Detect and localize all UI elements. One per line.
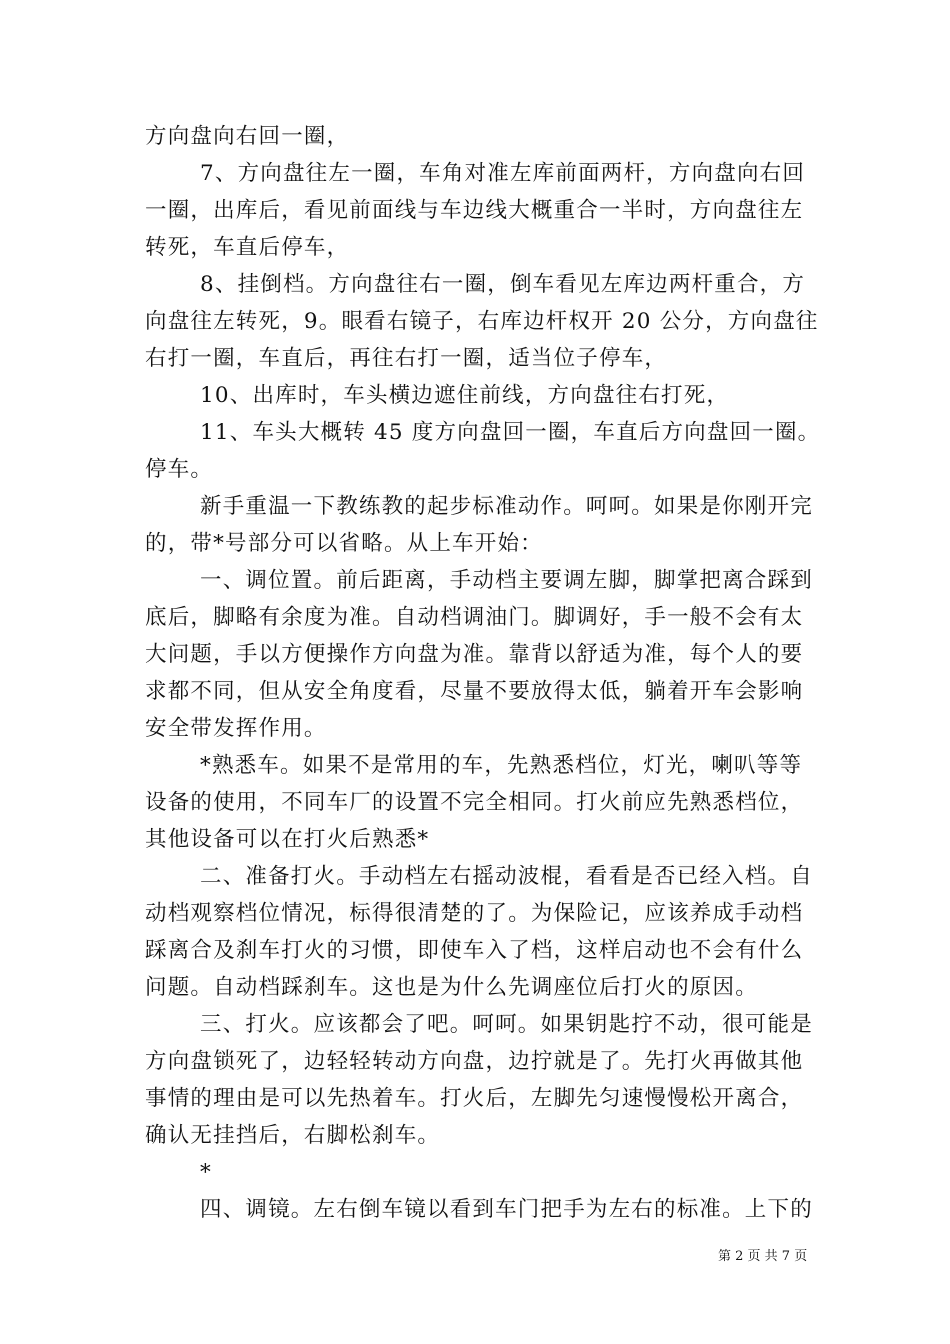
text-line: 11、车头大概转 45 度方向盘回一圈，车直后方向盘回一圈。 — [200, 420, 821, 445]
text-line: 底后，脚略有余度为准。自动档调油门。脚调好，手一般不会有太 — [145, 605, 804, 630]
text-line: 事情的理由是可以先热着车。打火后，左脚先匀速慢慢松开离合， — [145, 1086, 804, 1111]
text-line: 确认无挂挡后，右脚松刹车。 — [145, 1123, 441, 1148]
text-line: 一、调位置。前后距离，手动档主要调左脚，脚掌把离合踩到 — [200, 568, 813, 593]
text-line: 设备的使用，不同车厂的设置不完全相同。打火前应先熟悉档位， — [145, 790, 804, 815]
text-line: 方向盘锁死了，边轻轻转动方向盘，边拧就是了。先打火再做其他 — [145, 1049, 804, 1074]
text-line: 新手重温一下教练教的起步标准动作。呵呵。如果是你刚开完 — [200, 494, 813, 519]
text-line: 停车。 — [145, 457, 214, 482]
text-line: *熟悉车。如果不是常用的车，先熟悉档位，灯光，喇叭等等 — [200, 753, 803, 778]
text-line: 10、出库时，车头横边遮住前线，方向盘往右打死， — [200, 383, 730, 408]
text-line: 8、挂倒档。方向盘往右一圈，倒车看见左库边两杆重合，方 — [200, 272, 806, 297]
text-line: 其他设备可以在打火后熟悉* — [145, 827, 430, 852]
text-line: 一圈，出库后，看见前面线与车边线大概重合一半时，方向盘往左 — [145, 198, 804, 223]
text-line: 三、打火。应该都会了吧。呵呵。如果钥匙拧不动，很可能是 — [200, 1012, 813, 1037]
text-line: 转死，车直后停车， — [145, 235, 350, 260]
text-line: 动档观察档位情况，标得很清楚的了。为保险记，应该养成手动档 — [145, 901, 804, 926]
text-line: 二、准备打火。手动档左右摇动波棍，看看是否已经入档。自 — [200, 864, 813, 889]
text-line: 问题。自动档踩刹车。这也是为什么先调座位后打火的原因。 — [145, 975, 758, 1000]
page-number-footer: 第 2 页 共 7 页 — [718, 1249, 808, 1264]
text-line: 大问题，手以方便操作方向盘为准。靠背以舒适为准，每个人的要 — [145, 642, 804, 667]
text-line: 求都不同，但从安全角度看，尽量不要放得太低，躺着开车会影响 — [145, 679, 804, 704]
text-line: 向盘往左转死，9。眼看右镜子，右库边杆权开 20 公分，方向盘往 — [145, 309, 819, 334]
text-line: 四、调镜。左右倒车镜以看到车门把手为左右的标准。上下的 — [200, 1197, 813, 1222]
text-line: 安全带发挥作用。 — [145, 716, 327, 741]
text-line: 右打一圈，车直后，再往右打一圈，适当位子停车， — [145, 346, 668, 371]
text-line: 的，带*号部分可以省略。从上车开始： — [145, 531, 543, 556]
text-line: 7、方向盘往左一圈，车角对准左库前面两杆，方向盘向右回 — [200, 161, 806, 186]
text-line: 踩离合及刹车打火的习惯，即使车入了档，这样启动也不会有什么 — [145, 938, 804, 963]
text-line: * — [200, 1160, 212, 1185]
text-line: 方向盘向右回一圈， — [145, 124, 350, 149]
